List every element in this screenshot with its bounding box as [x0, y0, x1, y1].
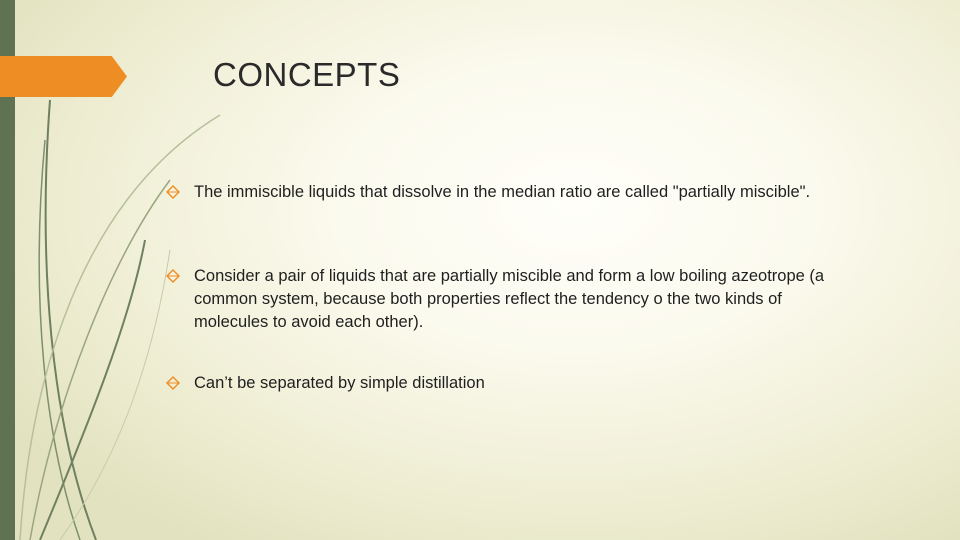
diamond-icon: [166, 269, 180, 283]
bullet-text: Can’t be separated by simple distillation: [194, 374, 485, 392]
diamond-icon: [166, 185, 180, 199]
title-accent-tab: [0, 56, 127, 97]
list-item: [166, 265, 856, 334]
diamond-icon: [166, 376, 180, 390]
list-item: [166, 181, 856, 204]
bullet-text: The immiscible liquids that dissolve in the median ratio are called "partially miscible".: [194, 183, 811, 201]
list-item: [166, 372, 856, 395]
bullet-text: Consider a pair of liquids that are partially miscible and form a low boiling azeotrope (a common system, because both properties reflect the tendency o the two kinds of molecules to avoid each other).: [194, 267, 825, 331]
slide-title: CONCEPTS: [213, 56, 401, 93]
